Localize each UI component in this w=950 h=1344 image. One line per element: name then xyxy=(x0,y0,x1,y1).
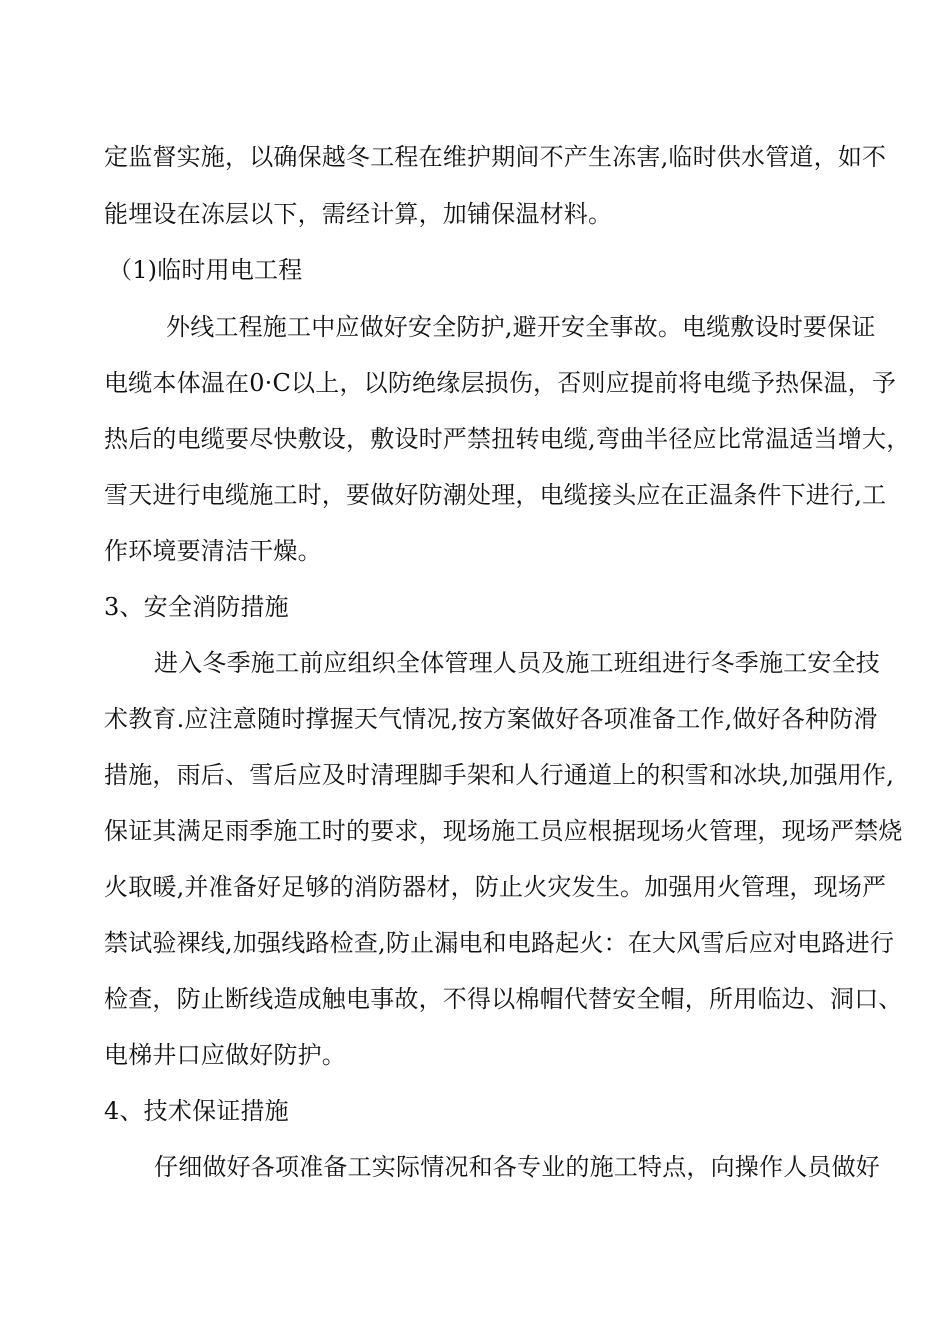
paragraph-line: 电缆本体温在0·C以上，以防绝缘层损伤，否则应提前将电缆予热保温，予 xyxy=(104,369,897,397)
paragraph-line: 措施，雨后、雪后应及时清理脚手架和人行通道上的积雪和冰块,加强用作, xyxy=(104,761,895,789)
paragraph-line: 作环境要清洁干燥。 xyxy=(104,537,322,565)
paragraph-line: 火取暖,并准备好足够的消防器材，防止火灾发生。加强用火管理，现场严 xyxy=(104,873,887,901)
section-heading: （1)临时用电工程 xyxy=(108,256,303,284)
paragraph-line: 能埋设在冻层以下，需经计算，加铺保温材料。 xyxy=(104,200,613,228)
paragraph-line: 外线工程施工中应做好安全防护,避开安全事故。电缆敷设时要保证 xyxy=(166,313,876,341)
paragraph-line: 雪天进行电缆施工时，要做好防潮处理，电缆接头应在正温条件下进行,工 xyxy=(104,481,887,509)
section-heading: 3、安全消防措施 xyxy=(104,593,289,621)
paragraph-line: 定监督实施，以确保越冬工程在维护期间不产生冻害,临时供水管道，如不 xyxy=(104,143,887,171)
paragraph-line: 保证其满足雨季施工时的要求，现场施工员应根据现场火管理，现场严禁烧 xyxy=(104,817,903,845)
paragraph-line: 热后的电缆要尽快敷设，敷设时严禁扭转电缆,弯曲半径应比常温适当增大， xyxy=(104,425,911,453)
section-heading: 4、技术保证措施 xyxy=(104,1097,289,1125)
paragraph-line: 进入冬季施工前应组织全体管理人员及施工班组进行冬季施工安全技 xyxy=(154,649,880,677)
paragraph-line: 电梯井口应做好防护。 xyxy=(104,1041,346,1069)
paragraph-line: 检查，防止断线造成触电事故，不得以棉帽代替安全帽，所用临边、洞口、 xyxy=(104,985,903,1013)
paragraph-line: 仔细做好各项准备工实际情况和各专业的施工特点，向操作人员做好 xyxy=(154,1153,880,1181)
paragraph-line: 禁试验裸线,加强线路检查,防止漏电和电路起火：在大风雪后应对电路进行 xyxy=(104,929,895,957)
paragraph-line: 术教育.应注意随时撑握天气情况,按方案做好各项准备工作,做好各种防滑 xyxy=(104,705,878,733)
